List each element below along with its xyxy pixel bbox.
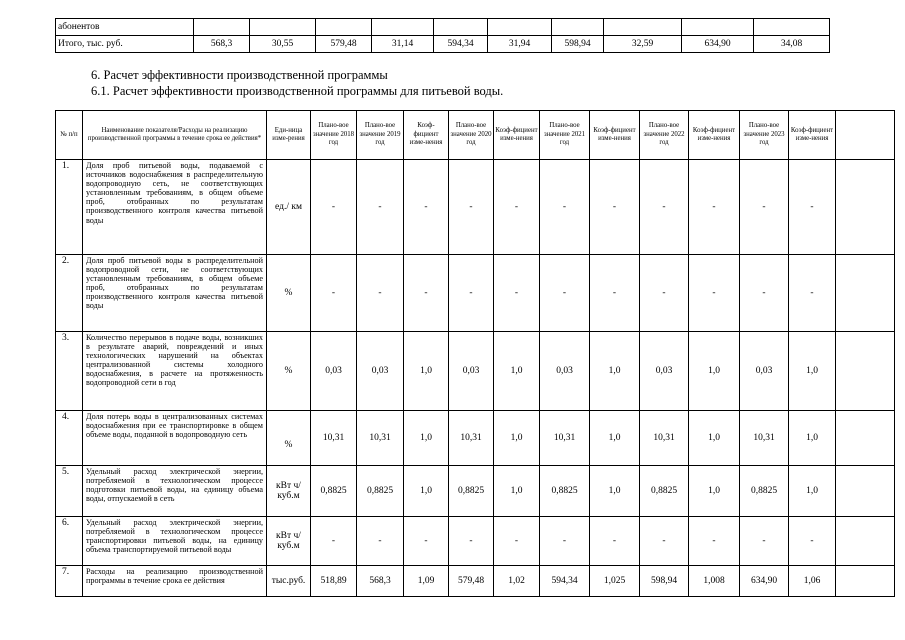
value-cell: - (494, 255, 540, 332)
unit-cell: % (267, 411, 311, 466)
header-name: Наименование показателя/Расходы на реализацию производственной программы в течение срока ее действия* (83, 111, 267, 160)
value-cell: - (590, 255, 640, 332)
cell: 30,55 (250, 36, 316, 53)
table-row (56, 160, 895, 255)
value-cell: - (494, 517, 540, 566)
table-row (56, 517, 895, 566)
value-cell: 1,06 (789, 566, 836, 597)
row-label: абонентов (56, 19, 194, 36)
header-coef: Коэф-фициент изме-нения (404, 111, 449, 160)
header-unit: Еди-ница изме-рения (267, 111, 311, 160)
value-cell: - (640, 255, 689, 332)
value-cell: - (540, 517, 590, 566)
value-cell: 598,94 (640, 566, 689, 597)
empty-cell (836, 411, 895, 466)
header-plan-2022: Плано-вое значение 2022 год (640, 111, 689, 160)
cell: 594,34 (434, 36, 488, 53)
indicator-name: Расходы на реализацию производственной программы в течение срока ее действия (83, 566, 267, 597)
value-cell: 0,8825 (357, 466, 404, 517)
value-cell: - (311, 160, 357, 255)
header-coef: Коэф-фициент изме-нения (590, 111, 640, 160)
value-cell: 1,0 (590, 466, 640, 517)
value-cell: 10,31 (357, 411, 404, 466)
value-cell: - (689, 517, 740, 566)
unit-cell: кВт ч/куб.м (267, 517, 311, 566)
value-cell: 1,008 (689, 566, 740, 597)
row-number: 3. (56, 332, 83, 411)
value-cell: 1,025 (590, 566, 640, 597)
cell: 634,90 (682, 36, 754, 53)
value-cell: - (590, 160, 640, 255)
value-cell: 0,03 (357, 332, 404, 411)
value-cell: 0,8825 (640, 466, 689, 517)
row-number: 4. (56, 411, 83, 466)
value-cell: - (357, 160, 404, 255)
value-cell: 10,31 (740, 411, 789, 466)
value-cell: 1,0 (494, 411, 540, 466)
value-cell: - (494, 160, 540, 255)
empty-cell (836, 160, 895, 255)
header-coef: Коэф-фициент изме-нения (494, 111, 540, 160)
value-cell: - (449, 517, 494, 566)
cell: 31,94 (488, 36, 552, 53)
value-cell: 0,03 (311, 332, 357, 411)
value-cell: 518,89 (311, 566, 357, 597)
empty-cell (836, 466, 895, 517)
value-cell: - (689, 255, 740, 332)
value-cell: - (540, 160, 590, 255)
value-cell: 1,0 (689, 411, 740, 466)
empty-cell (836, 332, 895, 411)
cell: 31,14 (372, 36, 434, 53)
value-cell: 0,8825 (740, 466, 789, 517)
value-cell: - (740, 255, 789, 332)
value-cell: 568,3 (357, 566, 404, 597)
indicator-name: Доля проб питьевой воды, подаваемой с источников водоснабжения в распределительную водопроводную сеть, не соответствующих установленным требованиям, в общем объеме проб, отобранных по результатам производственного контроля качества питьевой воды (83, 160, 267, 255)
table-row (56, 411, 895, 466)
header-plan-2018: Плано-вое значение 2018 год (311, 111, 357, 160)
row-number: 2. (56, 255, 83, 332)
value-cell: 0,03 (540, 332, 590, 411)
value-cell: 10,31 (640, 411, 689, 466)
unit-cell: % (267, 332, 311, 411)
indicator-name: Доля потерь воды в централизованных системах водоснабжения при ее транспортировке в общем объеме воды, поданной в водопроводную сеть (83, 411, 267, 466)
value-cell: 1,0 (590, 411, 640, 466)
value-cell: 1,0 (404, 332, 449, 411)
value-cell: 0,03 (449, 332, 494, 411)
row-number: 1. (56, 160, 83, 255)
header-extra (836, 111, 895, 160)
value-cell: - (740, 517, 789, 566)
value-cell: 1,0 (689, 466, 740, 517)
cell: 32,59 (604, 36, 682, 53)
value-cell: - (540, 255, 590, 332)
table-row (56, 255, 895, 332)
value-cell: 579,48 (449, 566, 494, 597)
subsection-heading: 6.1. Расчет эффективности производственной программы для питьевой воды. (91, 84, 504, 98)
unit-cell: кВт ч/куб.м (267, 466, 311, 517)
value-cell: - (404, 255, 449, 332)
value-cell: 0,03 (640, 332, 689, 411)
value-cell: 10,31 (449, 411, 494, 466)
table-row (56, 566, 895, 597)
indicator-name: Удельный расход электрической энергии, потребляемой в технологическом процессе подготовки питьевой воды, на единицу объема воды, отпускаемой в сеть (83, 466, 267, 517)
cell: 568,3 (194, 36, 250, 53)
continued-row-subscribers (56, 19, 830, 36)
empty-cell (836, 517, 895, 566)
header-coef: Коэф-фициент изме-нения (789, 111, 836, 160)
header-num: № п/п (56, 111, 83, 160)
unit-cell: ед./ км (267, 160, 311, 255)
value-cell: - (404, 517, 449, 566)
value-cell: 1,0 (789, 411, 836, 466)
value-cell: - (311, 517, 357, 566)
value-cell: 0,8825 (449, 466, 494, 517)
value-cell: 594,34 (540, 566, 590, 597)
header-plan-2023: Плано-вое значение 2023 год (740, 111, 789, 160)
indicator-name: Количество перерывов в подаче воды, возникших в результате аварий, повреждений и иных технологических нарушений на объектах централизованной системы холодного водоснабжения, в расчете на протяженность водопроводной сети в год (83, 332, 267, 411)
value-cell: - (449, 160, 494, 255)
table-row (56, 332, 895, 411)
unit-cell: % (267, 255, 311, 332)
value-cell: - (357, 517, 404, 566)
section-heading: 6. Расчет эффективности производственной программы (91, 68, 388, 82)
total-label: Итого, тыс. руб. (56, 36, 194, 53)
total-row (56, 36, 830, 53)
value-cell: - (740, 160, 789, 255)
table-row (56, 466, 895, 517)
value-cell: 10,31 (311, 411, 357, 466)
value-cell: 1,09 (404, 566, 449, 597)
value-cell: - (789, 517, 836, 566)
value-cell: - (357, 255, 404, 332)
value-cell: - (789, 160, 836, 255)
value-cell: 634,90 (740, 566, 789, 597)
empty-cell (836, 566, 895, 597)
value-cell: 0,8825 (540, 466, 590, 517)
value-cell: - (640, 160, 689, 255)
value-cell: 1,0 (590, 332, 640, 411)
indicator-name: Доля проб питьевой воды в распределительной водопроводной сети, не соответствующих установленным требованиям, в общем объеме проб, отобранных по результатам производственного контроля качества питьевой воды (83, 255, 267, 332)
cell: 579,48 (316, 36, 372, 53)
value-cell: - (640, 517, 689, 566)
value-cell: 1,0 (789, 332, 836, 411)
value-cell: 1,0 (689, 332, 740, 411)
value-cell: - (689, 160, 740, 255)
row-number: 5. (56, 466, 83, 517)
value-cell: - (449, 255, 494, 332)
value-cell: 0,03 (740, 332, 789, 411)
value-cell: - (311, 255, 357, 332)
value-cell: - (404, 160, 449, 255)
value-cell: 1,0 (494, 332, 540, 411)
header-plan-2020: Плано-вое значение 2020 год (449, 111, 494, 160)
value-cell: 1,0 (404, 466, 449, 517)
continued-table (55, 18, 830, 53)
value-cell: - (590, 517, 640, 566)
header-row (56, 111, 895, 160)
row-number: 7. (56, 566, 83, 597)
efficiency-table (55, 110, 895, 597)
value-cell: 1,0 (404, 411, 449, 466)
row-number: 6. (56, 517, 83, 566)
value-cell: - (789, 255, 836, 332)
header-plan-2019: Плано-вое значение 2019 год (357, 111, 404, 160)
value-cell: 10,31 (540, 411, 590, 466)
value-cell: 1,0 (789, 466, 836, 517)
value-cell: 0,8825 (311, 466, 357, 517)
cell: 34,08 (754, 36, 830, 53)
cell: 598,94 (552, 36, 604, 53)
value-cell: 1,0 (494, 466, 540, 517)
unit-cell: тыс.руб. (267, 566, 311, 597)
header-coef: Коэф-фициент изме-нения (689, 111, 740, 160)
header-plan-2021: Плано-вое значение 2021 год (540, 111, 590, 160)
empty-cell (836, 255, 895, 332)
value-cell: 1,02 (494, 566, 540, 597)
indicator-name: Удельный расход электрической энергии, потребляемой в технологическом процессе транспортировки питьевой воды, на единицу объема транспортируемой питьевой воды (83, 517, 267, 566)
